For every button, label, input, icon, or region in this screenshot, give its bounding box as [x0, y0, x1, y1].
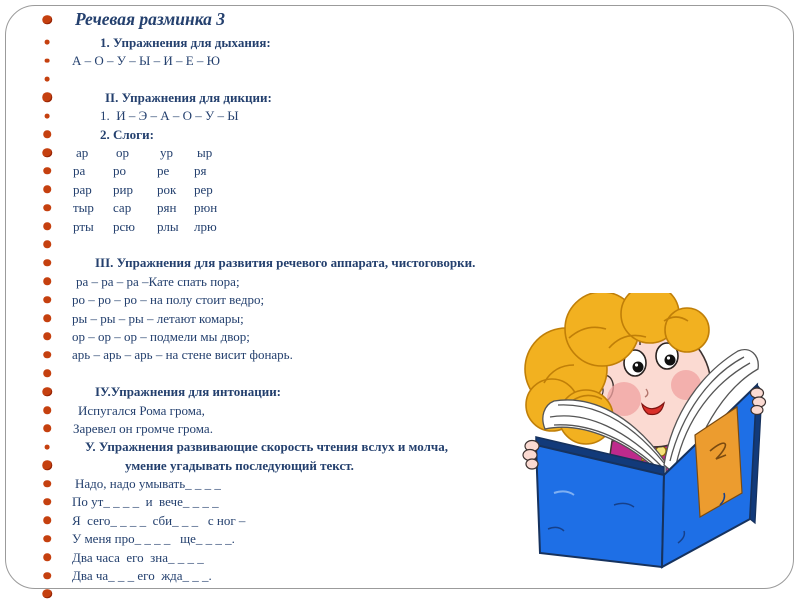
- list-item: [38, 474, 518, 492]
- list-item-text: Я сего_ _ _ _ сби_ _ _ с ног –: [72, 512, 246, 528]
- list-item: [38, 235, 518, 253]
- slide-text-list: [38, 6, 518, 600]
- list-item-text: Надо, надо умывать_ _ _ _: [75, 476, 221, 492]
- list-item: [38, 143, 518, 161]
- bullet-icon: [43, 425, 51, 433]
- bullet-icon: [43, 204, 51, 212]
- list-item: [38, 364, 518, 382]
- list-item-text: ры – ры – ры – летают комары;: [72, 310, 244, 326]
- bullet-icon: [42, 589, 52, 599]
- list-item-text: Испугался Рома грома,: [78, 402, 205, 418]
- bullet-icon: [42, 93, 52, 103]
- list-item-text: умение угадывать последующий текст.: [125, 457, 354, 473]
- list-item: [38, 382, 518, 400]
- bullet-icon: [43, 130, 51, 138]
- list-item: [38, 401, 518, 419]
- syllable-cell: ря: [194, 163, 207, 179]
- list-item-text: ра – ра – ра –Кате спать пора;: [76, 273, 240, 289]
- syllable-cell: рсю: [113, 218, 135, 234]
- bullet-icon: [43, 296, 51, 304]
- syllable-cell: лрю: [194, 218, 217, 234]
- bullet-icon: [43, 535, 51, 543]
- list-item-text: [73, 183, 234, 196]
- syllable-cell: ур: [160, 145, 173, 161]
- bullet-icon: [43, 333, 51, 341]
- bullet-icon: [43, 351, 51, 359]
- list-item: [38, 327, 518, 345]
- bullet-icon: [42, 387, 52, 397]
- list-item-text: арь – арь – арь – на стене висит фонарь.: [72, 347, 293, 363]
- bullet-icon: [43, 259, 51, 267]
- bullet-icon: [43, 517, 51, 525]
- list-item: [38, 548, 518, 566]
- list-item: [38, 180, 518, 198]
- list-item-text: Два часа его зна_ _ _ _: [72, 549, 204, 565]
- list-item-text: 1. Упражнения для дыхания:: [100, 34, 271, 50]
- bullet-icon: [43, 186, 51, 194]
- list-item-text: Заревел он громче грома.: [73, 420, 213, 436]
- syllable-cell: рер: [194, 181, 213, 197]
- list-item-text: [73, 164, 234, 177]
- list-item-text: У меня про_ _ _ _ ще_ _ _ _.: [72, 531, 235, 547]
- list-item: [38, 511, 518, 529]
- slide-title: [38, 6, 518, 33]
- list-item-text: [76, 146, 237, 159]
- syllable-cell: рок: [157, 181, 177, 197]
- list-item-text: [73, 201, 234, 214]
- bullet-icon: [43, 480, 51, 488]
- list-item: [38, 346, 518, 364]
- list-item: [38, 162, 518, 180]
- bullet-icon: [43, 498, 51, 506]
- list-item-text: А – О – У – Ы – И – Е – Ю: [72, 53, 221, 69]
- list-item: [38, 309, 518, 327]
- syllable-cell: ро: [113, 163, 126, 179]
- list-item: [38, 254, 518, 272]
- child-hand-left: [523, 441, 539, 470]
- list-item: [38, 290, 518, 308]
- syllable-cell: рюн: [194, 200, 218, 216]
- bullet-icon: [45, 40, 50, 45]
- list-item: [38, 530, 518, 548]
- list-item-text: ро – ро – ро – на полу стоит ведро;: [72, 292, 265, 308]
- list-item: [38, 217, 518, 235]
- list-item-text: [73, 220, 234, 233]
- list-item: [38, 199, 518, 217]
- child-reading-book-illustration: [514, 293, 796, 595]
- list-item: [38, 88, 518, 106]
- list-item: [38, 456, 518, 474]
- bullet-icon: [45, 58, 50, 63]
- bullet-icon: [43, 406, 51, 414]
- list-item-text: 2. Слоги:: [100, 126, 154, 142]
- list-item-text: ор – ор – ор – подмели мы двор;: [72, 328, 250, 344]
- list-item-text: IУ.Упражнения для интонации:: [95, 384, 282, 400]
- list-item: [38, 272, 518, 290]
- syllable-cell: ор: [116, 145, 129, 161]
- bullet-icon: [42, 460, 52, 470]
- bullet-icon: [45, 444, 50, 449]
- bullet-icon: [42, 148, 52, 158]
- syllable-cell: рян: [157, 200, 177, 216]
- syllable-cell: сар: [113, 200, 132, 216]
- syllable-cell: тыр: [73, 200, 94, 216]
- bullet-icon: [43, 572, 51, 580]
- syllable-cell: ре: [157, 163, 170, 179]
- bullet-icon: [43, 241, 51, 249]
- bullet-icon: [43, 278, 51, 286]
- bullet-icon: [43, 553, 51, 561]
- list-item-text: По ут_ _ _ _ и вече_ _ _ _: [72, 494, 219, 510]
- list-item-text: II. Упражнения для дикции:: [105, 89, 272, 105]
- syllable-cell: ыр: [197, 145, 213, 161]
- syllable-cell: ра: [73, 163, 86, 179]
- list-item-text: III. Упражнения для развития речевого аппарата, чистоговорки.: [95, 255, 476, 271]
- list-item: [38, 566, 518, 584]
- list-item: [38, 33, 518, 51]
- child-hand-right: [751, 388, 766, 415]
- list-item-text: У. Упражнения развивающие скорость чтения вслух и молча,: [85, 439, 448, 455]
- list-item-text: Два ча_ _ _ его жда_ _ _.: [72, 568, 212, 584]
- list-item: [38, 107, 518, 125]
- bullet-icon: [43, 167, 51, 175]
- list-item: [38, 125, 518, 143]
- list-item-text: 1. И – Э – А – О – У – Ы: [100, 108, 239, 124]
- bullet-icon: [43, 369, 51, 377]
- syllable-cell: рир: [113, 181, 133, 197]
- list-item: [38, 51, 518, 69]
- syllable-cell: рар: [73, 181, 92, 197]
- list-item-text: Речевая разминка 3: [75, 8, 226, 29]
- bullet-icon: [45, 77, 50, 82]
- list-item: [38, 70, 518, 88]
- bullet-icon: [43, 222, 51, 230]
- bullet-icon: [43, 314, 51, 322]
- syllable-cell: ар: [76, 145, 89, 161]
- bullet-icon: [45, 113, 50, 118]
- list-item: [38, 585, 518, 600]
- syllable-cell: рты: [73, 218, 94, 234]
- bullet-icon: [42, 15, 52, 25]
- list-item: [38, 438, 518, 456]
- list-item: [38, 419, 518, 437]
- list-item: [38, 493, 518, 511]
- syllable-cell: рлы: [157, 218, 179, 234]
